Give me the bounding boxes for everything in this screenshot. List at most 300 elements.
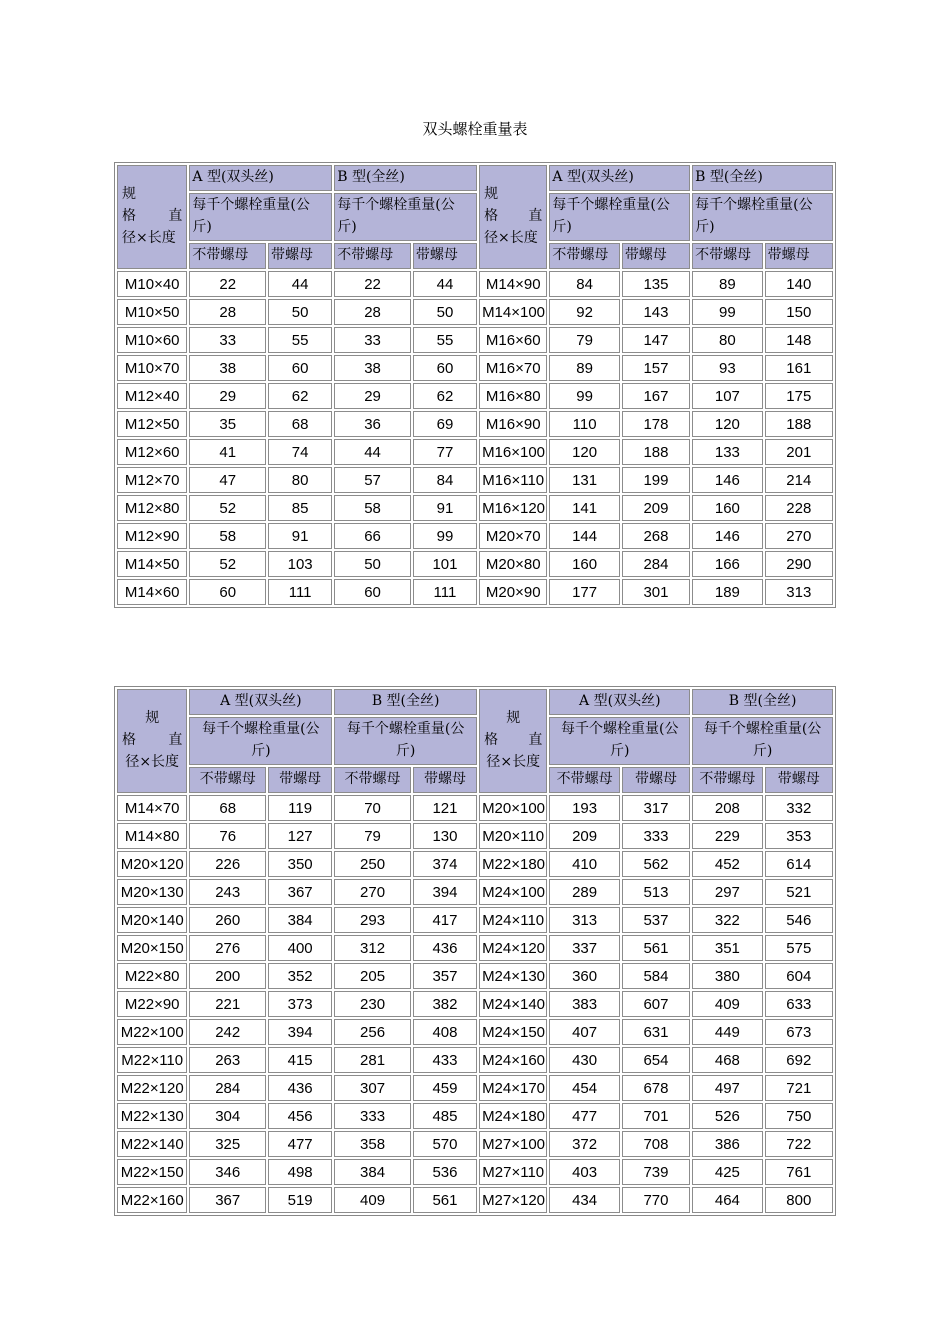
- table-2-header: [117, 689, 833, 793]
- spec-cell: M24×100: [479, 879, 547, 905]
- weight-cell: 382: [413, 991, 477, 1017]
- spec-cell: M12×40: [117, 383, 187, 409]
- weight-cell: 409: [692, 991, 762, 1017]
- weight-cell: 250: [334, 851, 411, 877]
- type-b-header: B 型(全丝): [334, 165, 477, 191]
- weight-cell: 91: [413, 495, 477, 521]
- weight-cell: 209: [549, 823, 619, 849]
- table-row: [117, 439, 833, 465]
- weight-cell: 322: [692, 907, 762, 933]
- weight-cell: 383: [549, 991, 619, 1017]
- spec-header-line3: 径×长度: [122, 229, 176, 246]
- weight-cell: 60: [268, 355, 332, 381]
- weight-cell: 166: [692, 551, 762, 577]
- spec-header-line2a: 格: [122, 208, 136, 225]
- weight-cell: 76: [189, 823, 266, 849]
- weight-cell: 161: [765, 355, 833, 381]
- weight-cell: 28: [334, 299, 411, 325]
- weight-cell: 477: [268, 1131, 332, 1157]
- spec-cell: M10×50: [117, 299, 187, 325]
- spec-cell: M20×120: [117, 851, 187, 877]
- weight-cell: 44: [413, 271, 477, 297]
- spec-header-line1: 规: [506, 710, 521, 727]
- weight-cell: 80: [692, 327, 762, 353]
- weight-cell: 29: [189, 383, 266, 409]
- weight-cell: 333: [334, 1103, 411, 1129]
- weight-cell: 146: [692, 467, 762, 493]
- weight-cell: 60: [334, 579, 411, 605]
- weight-cell: 107: [692, 383, 762, 409]
- spec-cell: M24×120: [479, 935, 547, 961]
- table-row: [117, 1019, 833, 1045]
- weight-cell: 358: [334, 1131, 411, 1157]
- page-title: 双头螺栓重量表: [422, 120, 528, 138]
- weight-cell: 433: [413, 1047, 477, 1073]
- weight-cell: 519: [268, 1187, 332, 1213]
- weight-cell: 135: [622, 271, 690, 297]
- weight-cell: 325: [189, 1131, 266, 1157]
- spec-cell: M10×40: [117, 271, 187, 297]
- spec-cell: M14×100: [479, 299, 547, 325]
- spec-header-line1: 规: [484, 186, 499, 203]
- table-row: [117, 523, 833, 549]
- weight-cell: 209: [622, 495, 690, 521]
- weight-cell: 60: [189, 579, 266, 605]
- weight-cell: 256: [334, 1019, 411, 1045]
- weight-cell: 230: [334, 991, 411, 1017]
- weight-cell: 284: [622, 551, 690, 577]
- weight-cell: 167: [622, 383, 690, 409]
- weight-cell: 36: [334, 411, 411, 437]
- weight-header: 每千个螺栓重量(公斤): [189, 193, 332, 241]
- spec-header-line2a: 格: [484, 732, 499, 749]
- with-nut-header: 带螺母: [622, 243, 690, 269]
- spec-header-line1: 规: [145, 710, 160, 727]
- weight-cell: 177: [549, 579, 619, 605]
- no-nut-header: 不带螺母: [549, 243, 619, 269]
- weight-cell: 229: [692, 823, 762, 849]
- table-row: [117, 383, 833, 409]
- weight-cell: 62: [268, 383, 332, 409]
- weight-cell: 263: [189, 1047, 266, 1073]
- spec-header-line2b: 直: [168, 208, 183, 225]
- weight-cell: 281: [334, 1047, 411, 1073]
- weight-cell: 33: [189, 327, 266, 353]
- weight-cell: 394: [413, 879, 477, 905]
- table-row: [117, 1103, 833, 1129]
- spec-cell: M20×90: [479, 579, 547, 605]
- weight-cell: 147: [622, 327, 690, 353]
- weight-cell: 144: [549, 523, 619, 549]
- no-nut-header: 不带螺母: [189, 243, 266, 269]
- weight-cell: 92: [549, 299, 619, 325]
- type-b-header: B 型(全丝): [692, 689, 833, 715]
- spec-header: [479, 689, 547, 793]
- weight-cell: 160: [692, 495, 762, 521]
- weight-cell: 477: [549, 1103, 619, 1129]
- weight-cell: 270: [765, 523, 833, 549]
- spec-cell: M16×80: [479, 383, 547, 409]
- weight-cell: 143: [622, 299, 690, 325]
- table-row: [117, 467, 833, 493]
- weight-cell: 546: [765, 907, 833, 933]
- weight-cell: 193: [549, 795, 619, 821]
- with-nut-header: 带螺母: [413, 767, 477, 793]
- weight-cell: 654: [622, 1047, 690, 1073]
- weight-cell: 631: [622, 1019, 690, 1045]
- weight-cell: 199: [622, 467, 690, 493]
- weight-cell: 68: [268, 411, 332, 437]
- weight-cell: 74: [268, 439, 332, 465]
- weight-cell: 536: [413, 1159, 477, 1185]
- weight-cell: 189: [692, 579, 762, 605]
- weight-cell: 60: [413, 355, 477, 381]
- spec-cell: M16×90: [479, 411, 547, 437]
- weight-cell: 678: [622, 1075, 690, 1101]
- spec-cell: M20×150: [117, 935, 187, 961]
- weight-cell: 242: [189, 1019, 266, 1045]
- weight-cell: 201: [765, 439, 833, 465]
- type-a-header: A 型(双头丝): [549, 165, 690, 191]
- spec-cell: M20×140: [117, 907, 187, 933]
- weight-cell: 372: [549, 1131, 619, 1157]
- weight-cell: 313: [765, 579, 833, 605]
- weight-cell: 28: [189, 299, 266, 325]
- weight-cell: 133: [692, 439, 762, 465]
- weight-cell: 205: [334, 963, 411, 989]
- weight-cell: 99: [549, 383, 619, 409]
- no-nut-header: 不带螺母: [692, 767, 762, 793]
- weight-cell: 22: [189, 271, 266, 297]
- spec-cell: M22×140: [117, 1131, 187, 1157]
- weight-header: 每千个螺栓重量(公斤): [692, 717, 833, 765]
- weight-cell: 221: [189, 991, 266, 1017]
- weight-cell: 146: [692, 523, 762, 549]
- with-nut-header: 带螺母: [268, 767, 332, 793]
- weight-cell: 50: [268, 299, 332, 325]
- weight-cell: 119: [268, 795, 332, 821]
- weight-cell: 384: [334, 1159, 411, 1185]
- type-b-header: B 型(全丝): [334, 689, 477, 715]
- weight-cell: 141: [549, 495, 619, 521]
- weight-cell: 33: [334, 327, 411, 353]
- weight-cell: 79: [334, 823, 411, 849]
- weight-cell: 367: [189, 1187, 266, 1213]
- weight-cell: 130: [413, 823, 477, 849]
- spec-cell: M22×130: [117, 1103, 187, 1129]
- spec-cell: M24×140: [479, 991, 547, 1017]
- weight-cell: 384: [268, 907, 332, 933]
- weight-cell: 526: [692, 1103, 762, 1129]
- weight-cell: 407: [549, 1019, 619, 1045]
- weight-cell: 38: [189, 355, 266, 381]
- table-row: [117, 355, 833, 381]
- with-nut-header: 带螺母: [765, 767, 833, 793]
- spec-header-line2a: 格: [484, 208, 499, 225]
- spec-cell: M24×150: [479, 1019, 547, 1045]
- weight-cell: 200: [189, 963, 266, 989]
- spec-cell: M27×120: [479, 1187, 547, 1213]
- weight-cell: 607: [622, 991, 690, 1017]
- weight-header: 每千个螺栓重量(公斤): [692, 193, 833, 241]
- weight-cell: 290: [765, 551, 833, 577]
- weight-cell: 761: [765, 1159, 833, 1185]
- weight-cell: 44: [334, 439, 411, 465]
- weight-cell: 99: [692, 299, 762, 325]
- weight-cell: 434: [549, 1187, 619, 1213]
- weight-cell: 57: [334, 467, 411, 493]
- spec-cell: M22×150: [117, 1159, 187, 1185]
- weight-cell: 346: [189, 1159, 266, 1185]
- weight-cell: 337: [549, 935, 619, 961]
- spec-cell: M12×90: [117, 523, 187, 549]
- table-row: [117, 299, 833, 325]
- spec-cell: M22×100: [117, 1019, 187, 1045]
- weight-cell: 739: [622, 1159, 690, 1185]
- weight-cell: 270: [334, 879, 411, 905]
- spec-header-line3: 径×长度: [486, 753, 541, 770]
- table-row: [117, 1159, 833, 1185]
- weight-cell: 304: [189, 1103, 266, 1129]
- weight-cell: 468: [692, 1047, 762, 1073]
- weight-cell: 575: [765, 935, 833, 961]
- weight-cell: 537: [622, 907, 690, 933]
- weight-cell: 409: [334, 1187, 411, 1213]
- weight-cell: 85: [268, 495, 332, 521]
- weight-cell: 99: [413, 523, 477, 549]
- weight-cell: 721: [765, 1075, 833, 1101]
- weight-cell: 692: [765, 1047, 833, 1073]
- table-row: [117, 271, 833, 297]
- weight-cell: 66: [334, 523, 411, 549]
- weight-cell: 243: [189, 879, 266, 905]
- spec-cell: M12×80: [117, 495, 187, 521]
- weight-cell: 408: [413, 1019, 477, 1045]
- weight-cell: 68: [189, 795, 266, 821]
- weight-cell: 284: [189, 1075, 266, 1101]
- type-a-header: A 型(双头丝): [549, 689, 690, 715]
- weight-cell: 415: [268, 1047, 332, 1073]
- type-a-header: A 型(双头丝): [189, 165, 332, 191]
- spec-cell: M20×110: [479, 823, 547, 849]
- spec-cell: M24×180: [479, 1103, 547, 1129]
- table-row: [117, 495, 833, 521]
- weight-cell: 459: [413, 1075, 477, 1101]
- weight-cell: 52: [189, 551, 266, 577]
- weight-cell: 357: [413, 963, 477, 989]
- weight-cell: 312: [334, 935, 411, 961]
- weight-cell: 403: [549, 1159, 619, 1185]
- table-row: [117, 1131, 833, 1157]
- spec-cell: M27×100: [479, 1131, 547, 1157]
- spec-cell: M12×60: [117, 439, 187, 465]
- spec-cell: M24×110: [479, 907, 547, 933]
- weight-cell: 317: [622, 795, 690, 821]
- weight-cell: 89: [692, 271, 762, 297]
- spec-cell: M14×60: [117, 579, 187, 605]
- weight-cell: 160: [549, 551, 619, 577]
- weight-cell: 175: [765, 383, 833, 409]
- spec-cell: M22×180: [479, 851, 547, 877]
- weight-cell: 120: [549, 439, 619, 465]
- weight-cell: 297: [692, 879, 762, 905]
- spec-header: [117, 689, 187, 793]
- weight-cell: 84: [549, 271, 619, 297]
- weight-cell: 38: [334, 355, 411, 381]
- weight-cell: 150: [765, 299, 833, 325]
- weight-cell: 332: [765, 795, 833, 821]
- table-row: [117, 1187, 833, 1213]
- weight-cell: 410: [549, 851, 619, 877]
- weight-cell: 22: [334, 271, 411, 297]
- weight-cell: 50: [413, 299, 477, 325]
- weight-cell: 188: [765, 411, 833, 437]
- spec-cell: M16×120: [479, 495, 547, 521]
- weight-cell: 80: [268, 467, 332, 493]
- weight-cell: 380: [692, 963, 762, 989]
- weight-cell: 673: [765, 1019, 833, 1045]
- weight-header: 每千个螺栓重量(公斤): [549, 193, 690, 241]
- type-a-header: A 型(双头丝): [189, 689, 332, 715]
- weight-cell: 50: [334, 551, 411, 577]
- type-b-header: B 型(全丝): [692, 165, 833, 191]
- weight-cell: 360: [549, 963, 619, 989]
- table-row: [117, 935, 833, 961]
- with-nut-header: 带螺母: [413, 243, 477, 269]
- weight-cell: 449: [692, 1019, 762, 1045]
- bolt-weight-table-1: [114, 162, 836, 608]
- weight-cell: 47: [189, 467, 266, 493]
- spec-header-line2b: 直: [528, 732, 543, 749]
- spec-cell: M24×130: [479, 963, 547, 989]
- table-row: [117, 1047, 833, 1073]
- weight-cell: 561: [622, 935, 690, 961]
- weight-cell: 157: [622, 355, 690, 381]
- spec-cell: M16×100: [479, 439, 547, 465]
- weight-cell: 750: [765, 1103, 833, 1129]
- bolt-weight-table-2: [114, 686, 836, 1216]
- table-row: [117, 963, 833, 989]
- weight-cell: 52: [189, 495, 266, 521]
- weight-cell: 307: [334, 1075, 411, 1101]
- weight-cell: 55: [413, 327, 477, 353]
- table-1-header: [117, 165, 833, 269]
- weight-cell: 333: [622, 823, 690, 849]
- spec-header-line3: 径×长度: [125, 753, 180, 770]
- weight-cell: 41: [189, 439, 266, 465]
- weight-cell: 93: [692, 355, 762, 381]
- spec-cell: M22×90: [117, 991, 187, 1017]
- table-row: [117, 1075, 833, 1101]
- weight-cell: 120: [692, 411, 762, 437]
- weight-cell: 485: [413, 1103, 477, 1129]
- spec-cell: M14×50: [117, 551, 187, 577]
- weight-cell: 188: [622, 439, 690, 465]
- weight-cell: 293: [334, 907, 411, 933]
- table-row: [117, 823, 833, 849]
- weight-cell: 351: [692, 935, 762, 961]
- weight-cell: 386: [692, 1131, 762, 1157]
- weight-cell: 497: [692, 1075, 762, 1101]
- weight-cell: 268: [622, 523, 690, 549]
- weight-cell: 570: [413, 1131, 477, 1157]
- weight-cell: 614: [765, 851, 833, 877]
- spec-cell: M22×120: [117, 1075, 187, 1101]
- table-row: [117, 991, 833, 1017]
- spec-cell: M20×80: [479, 551, 547, 577]
- spec-header-line2b: 直: [168, 732, 183, 749]
- weight-cell: 140: [765, 271, 833, 297]
- weight-cell: 69: [413, 411, 477, 437]
- spec-header-line2a: 格: [122, 732, 136, 749]
- weight-cell: 91: [268, 523, 332, 549]
- spec-cell: M12×70: [117, 467, 187, 493]
- spec-cell: M14×70: [117, 795, 187, 821]
- weight-cell: 70: [334, 795, 411, 821]
- weight-cell: 29: [334, 383, 411, 409]
- weight-cell: 425: [692, 1159, 762, 1185]
- weight-cell: 79: [549, 327, 619, 353]
- weight-cell: 276: [189, 935, 266, 961]
- weight-cell: 89: [549, 355, 619, 381]
- table-row: [117, 579, 833, 605]
- spec-header-line2b: 直: [528, 208, 543, 225]
- weight-header: 每千个螺栓重量(公斤): [334, 193, 477, 241]
- weight-cell: 464: [692, 1187, 762, 1213]
- weight-cell: 350: [268, 851, 332, 877]
- spec-cell: M14×80: [117, 823, 187, 849]
- weight-cell: 436: [268, 1075, 332, 1101]
- weight-cell: 313: [549, 907, 619, 933]
- weight-cell: 301: [622, 579, 690, 605]
- weight-cell: 110: [549, 411, 619, 437]
- table-row: [117, 851, 833, 877]
- weight-cell: 513: [622, 879, 690, 905]
- weight-cell: 521: [765, 879, 833, 905]
- weight-cell: 584: [622, 963, 690, 989]
- weight-cell: 633: [765, 991, 833, 1017]
- spec-header-line1: 规: [122, 186, 136, 203]
- weight-cell: 604: [765, 963, 833, 989]
- weight-cell: 436: [413, 935, 477, 961]
- weight-cell: 208: [692, 795, 762, 821]
- spec-cell: M16×70: [479, 355, 547, 381]
- weight-cell: 701: [622, 1103, 690, 1129]
- spec-cell: M24×160: [479, 1047, 547, 1073]
- weight-cell: 111: [413, 579, 477, 605]
- weight-cell: 226: [189, 851, 266, 877]
- weight-cell: 103: [268, 551, 332, 577]
- weight-cell: 498: [268, 1159, 332, 1185]
- weight-cell: 121: [413, 795, 477, 821]
- weight-cell: 722: [765, 1131, 833, 1157]
- weight-cell: 84: [413, 467, 477, 493]
- weight-cell: 394: [268, 1019, 332, 1045]
- spec-header: [479, 165, 547, 269]
- weight-cell: 214: [765, 467, 833, 493]
- weight-cell: 561: [413, 1187, 477, 1213]
- weight-cell: 353: [765, 823, 833, 849]
- weight-header: 每千个螺栓重量(公斤): [189, 717, 332, 765]
- weight-cell: 101: [413, 551, 477, 577]
- spec-cell: M14×90: [479, 271, 547, 297]
- spec-header: [117, 165, 187, 269]
- weight-cell: 62: [413, 383, 477, 409]
- weight-cell: 373: [268, 991, 332, 1017]
- weight-header: 每千个螺栓重量(公斤): [334, 717, 477, 765]
- weight-cell: 178: [622, 411, 690, 437]
- spec-cell: M27×110: [479, 1159, 547, 1185]
